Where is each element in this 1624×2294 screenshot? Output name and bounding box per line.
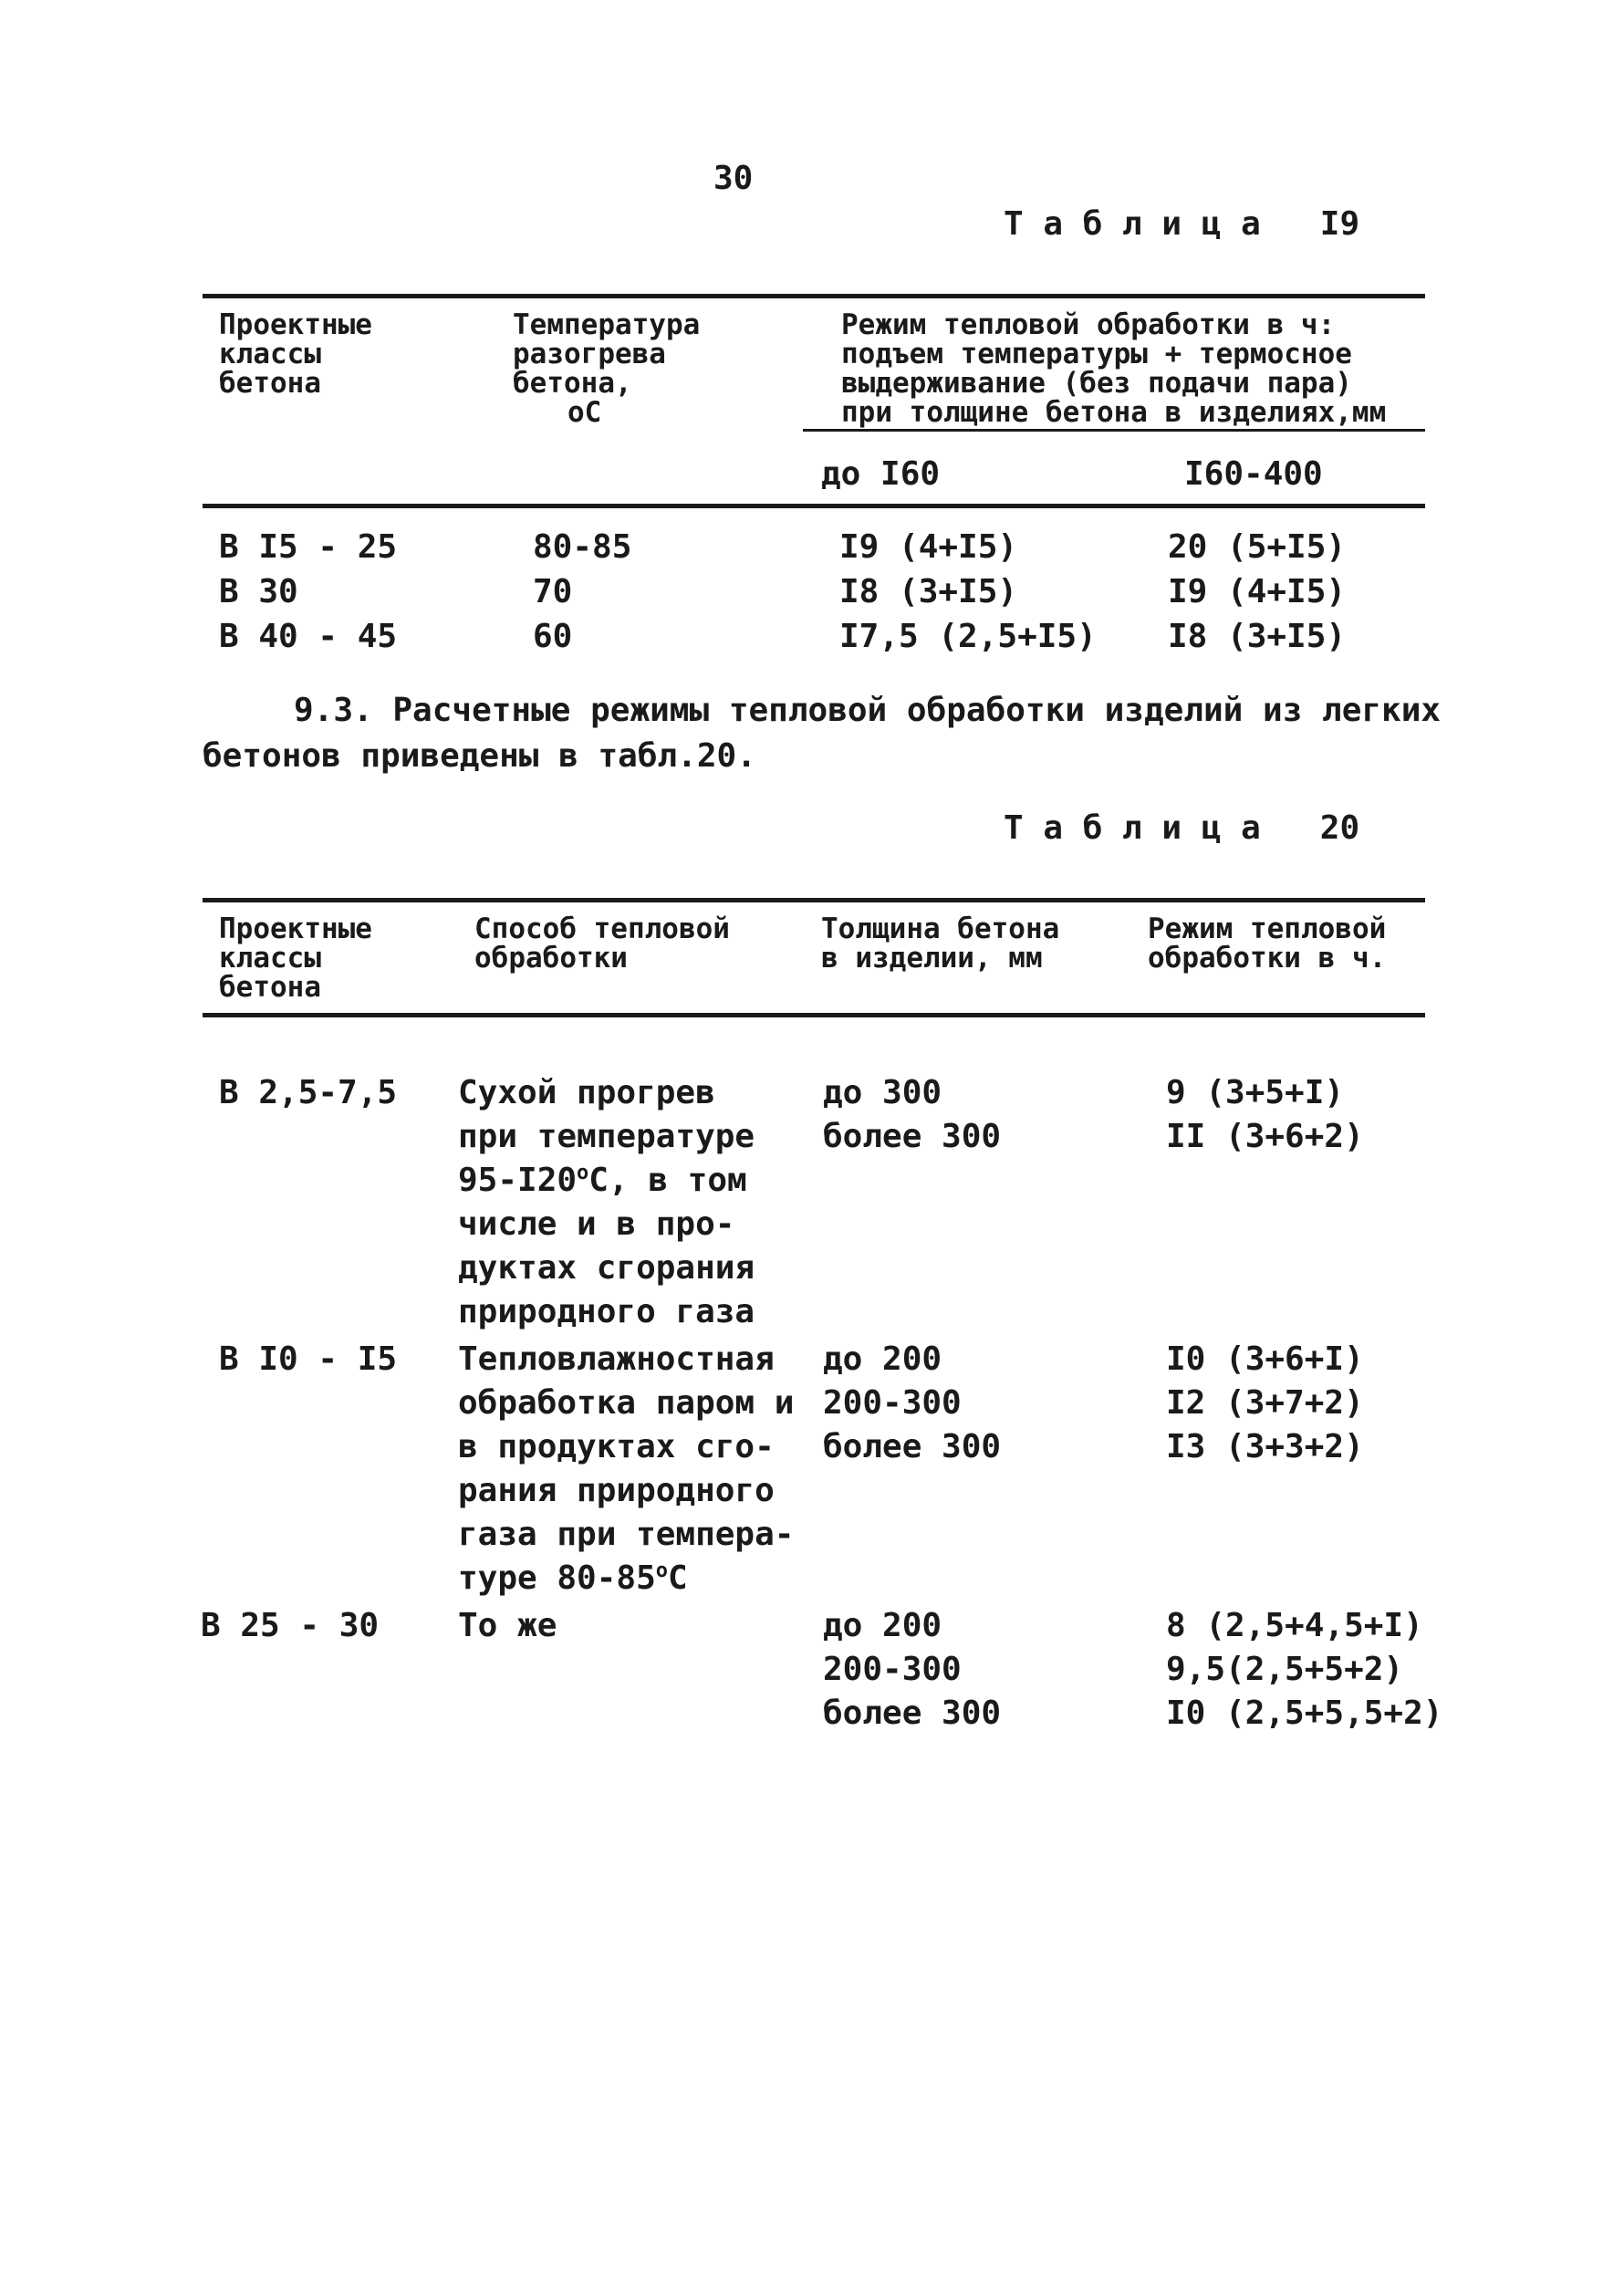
table-19-top-rule	[203, 294, 1425, 298]
table-19-header-mode: Режим тепловой обработки в ч: подъем температуры + термосное выдерживание (без подачи пара) при толщине бетона в изделиях,мм	[841, 308, 1387, 429]
table-20-header-thickness: Толщина бетона в изделии, мм	[821, 912, 1060, 975]
table-20-group-2-class: В I0 - I5	[219, 1340, 398, 1378]
table-19-caption: Т а б л и ц а I9	[1004, 205, 1360, 243]
table-20-group-1-thickness: до 300 более 300	[823, 1074, 1002, 1155]
table-19-row-3-class: В 40 - 45	[219, 618, 398, 655]
paragraph-line-2: бетонов приведены в табл.20.	[203, 737, 756, 775]
table-19-subheader-160-400: I60-400	[1184, 455, 1323, 493]
table-19-header-temperature: Температура разогрева бетона, оС	[513, 308, 701, 429]
table-20-group-1-class: В 2,5-7,5	[219, 1074, 398, 1111]
table-20-header-mode: Режим тепловой обработки в ч.	[1148, 912, 1387, 975]
table-19-row-2-class: В 30	[219, 573, 298, 610]
table-20-group-2-mode: I0 (3+6+I) I2 (3+7+2) I3 (3+3+2)	[1166, 1340, 1364, 1465]
table-19-row-1-value-2: 20 (5+I5)	[1168, 528, 1347, 566]
table-19-row-1-value-1: I9 (4+I5)	[839, 528, 1018, 566]
table-20-group-3-mode: 8 (2,5+4,5+I) 9,5(2,5+5+2) I0 (2,5+5,5+2)	[1166, 1607, 1443, 1732]
table-20-group-1-method: Сухой прогрев при температуре $95-I20^оС$, в том числе и в про- дуктах сгорания природного газа	[458, 1074, 755, 1330]
table-19-row-2-value-1: I8 (3+I5)	[839, 573, 1018, 610]
table-20-top-rule	[203, 898, 1425, 902]
table-19-row-3-value-2: I8 (3+I5)	[1168, 618, 1347, 655]
table-19-row-2-value-2: I9 (4+I5)	[1168, 573, 1347, 610]
table-19-row-1-class: В I5 - 25	[219, 528, 398, 566]
paragraph-line-1: 9.3. Расчетные режимы тепловой обработки изделий из легких	[294, 692, 1442, 729]
page-number: 30	[713, 160, 754, 197]
table-20-group-3-method: То же	[458, 1607, 557, 1644]
table-20-group-3-thickness: до 200 200-300 более 300	[823, 1607, 1002, 1732]
table-20-group-2-thickness: до 200 200-300 более 300	[823, 1340, 1002, 1465]
table-19-row-3-temp: 60	[533, 618, 573, 655]
table-20-caption: Т а б л и ц а 20	[1004, 809, 1360, 847]
table-19-header-class: Проектные классы бетона	[219, 308, 372, 400]
table-20-header-bottom-rule	[203, 1013, 1425, 1017]
table-20-header-method: Способ тепловой обработки	[474, 912, 730, 975]
table-19-row-3-value-1: I7,5 (2,5+I5)	[839, 618, 1097, 655]
table-20-header-class: Проектные классы бетона	[219, 912, 372, 1004]
table-19-header-bottom-rule	[203, 504, 1425, 508]
table-19-subheader-up-to-160: до I60	[821, 455, 941, 493]
table-19-row-1-temp: 80-85	[533, 528, 632, 566]
table-20-group-2-method: Тепловлажностная обработка паром и в продуктах сго- рания природного газа при темпера- туре $80-85^оС$	[458, 1340, 795, 1597]
table-20-group-1-mode: 9 (3+5+I) II (3+6+2)	[1166, 1074, 1364, 1155]
table-19-row-2-temp: 70	[533, 573, 573, 610]
table-20-group-3-class: В 25 - 30	[201, 1607, 380, 1644]
table-19-subheader-rule	[803, 429, 1425, 432]
